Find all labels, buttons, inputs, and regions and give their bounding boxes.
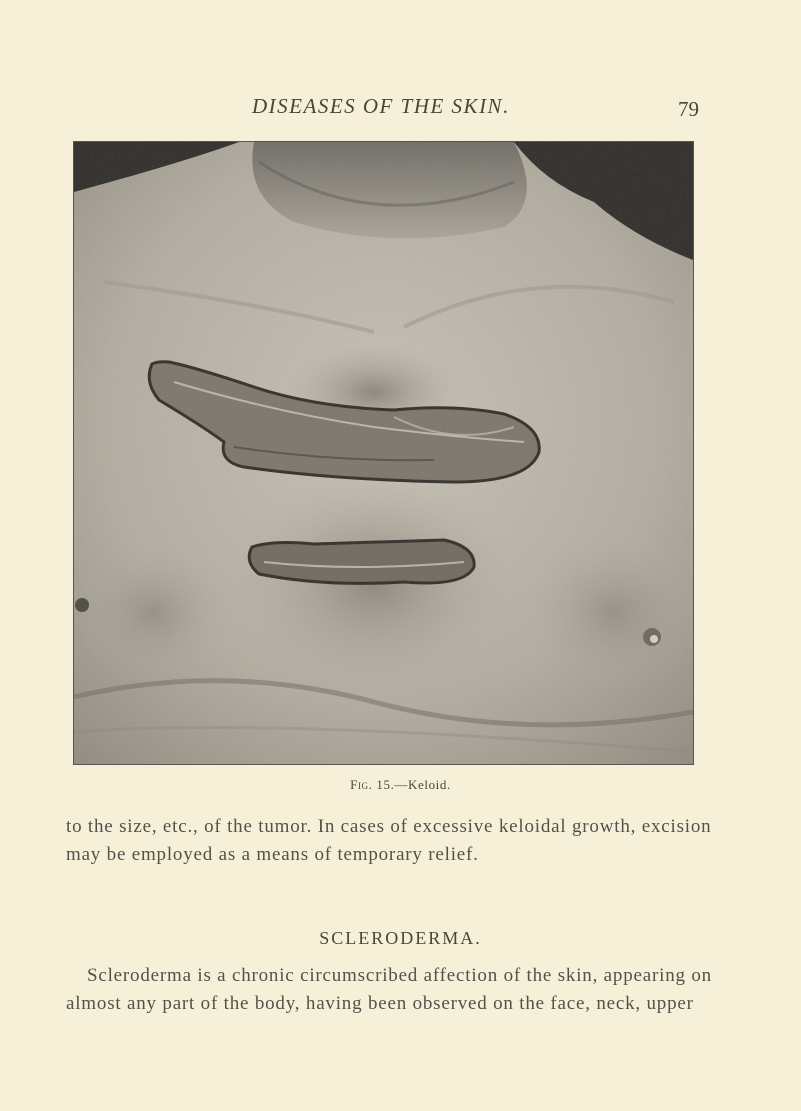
page-number: 79 [678,97,699,121]
figure-caption [0,777,801,793]
paragraph-scleroderma [66,962,712,1018]
paragraph-line: may be employed as a means of temporary relief. [66,844,479,865]
section-heading: SCLERODERMA. [319,928,482,948]
running-head: DISEASES OF THE SKIN. [252,94,510,118]
paragraph-line: Scleroderma is a chronic circumscribed affection of the skin, appearing on [87,965,712,986]
caption-text: 15.—Keloid. [372,777,451,792]
caption-fig-label: Fig. [350,777,373,792]
paragraph-line: almost any part of the body, having been observed on the face, neck, upper [66,993,694,1014]
paragraph-keloid-conclusion [66,813,712,869]
figure-photograph [73,141,694,765]
paragraph-line: to the size, etc., of the tumor. In cases of excessive keloidal growth, excision [66,816,712,837]
keloid-photograph-illustration [74,142,693,764]
